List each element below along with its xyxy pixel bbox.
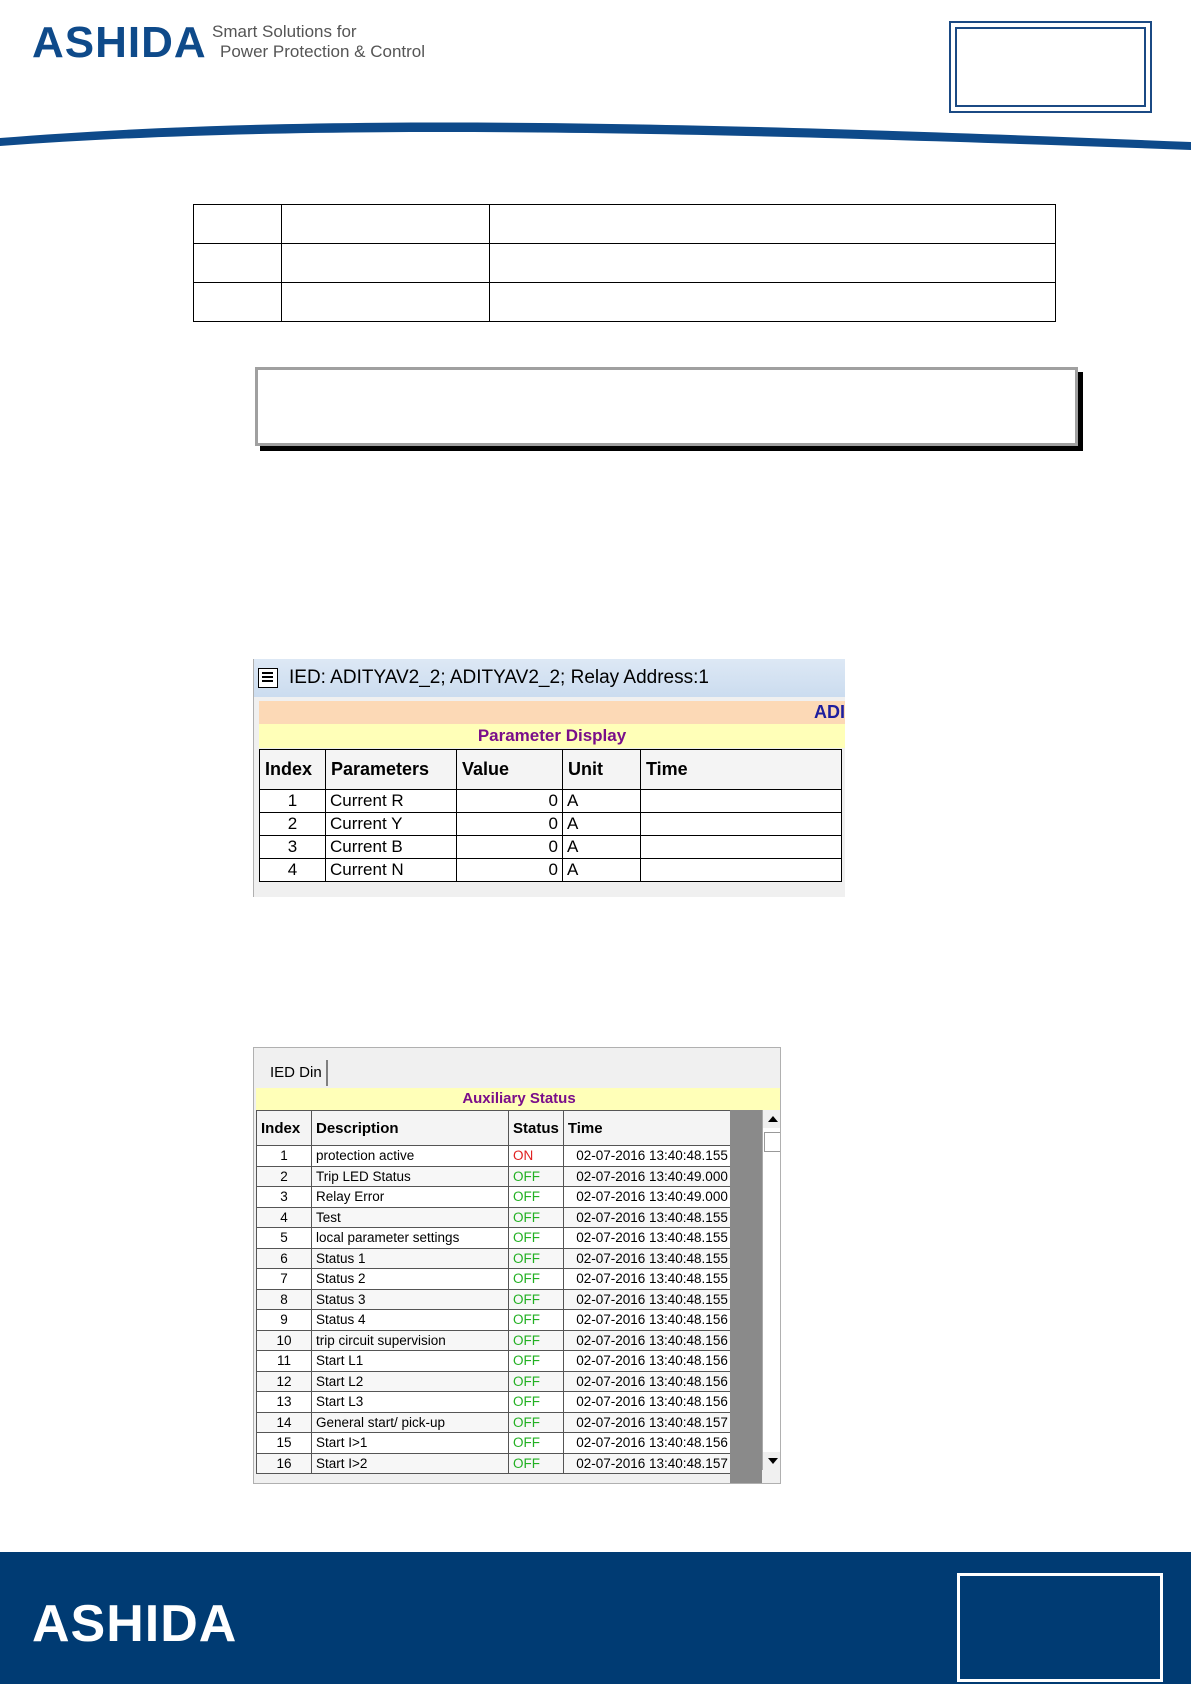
row-index: 4 xyxy=(257,1207,312,1228)
window-title: IED: ADITYAV2_2; ADITYAV2_2; Relay Address:1 xyxy=(289,667,709,688)
ied-banner-text: ADI xyxy=(814,702,845,722)
table-row[interactable]: 3 Current B 0 A xyxy=(260,836,842,859)
ashida-logo: ASHIDA xyxy=(32,18,207,67)
col-time[interactable]: Time xyxy=(563,1111,732,1146)
row-time: 02-07-2016 13:40:48.156 xyxy=(563,1351,732,1372)
row-status: OFF xyxy=(509,1330,564,1351)
grid-empty-area xyxy=(730,1110,762,1484)
col-description[interactable]: Description xyxy=(312,1111,509,1146)
col-time[interactable]: Time xyxy=(641,750,842,790)
table-row[interactable] xyxy=(257,1228,733,1249)
row-time: 02-07-2016 13:40:49.000 xyxy=(563,1166,732,1187)
row-index: 1 xyxy=(257,1146,312,1167)
row-time: 02-07-2016 13:40:48.155 xyxy=(563,1228,732,1249)
row-status: OFF xyxy=(509,1187,564,1208)
row-description: Status 3 xyxy=(312,1289,509,1310)
row-status: OFF xyxy=(509,1371,564,1392)
row-description: Start L2 xyxy=(312,1371,509,1392)
row-status: OFF xyxy=(509,1453,564,1474)
row-index: 16 xyxy=(257,1453,312,1474)
row-time: 02-07-2016 13:40:48.155 xyxy=(563,1207,732,1228)
parameter-display-window xyxy=(253,659,845,897)
row-status: OFF xyxy=(509,1228,564,1249)
row-description: Test xyxy=(312,1207,509,1228)
row-index: 13 xyxy=(257,1392,312,1413)
row-status: OFF xyxy=(509,1310,564,1331)
table-row[interactable] xyxy=(257,1207,733,1228)
row-index: 11 xyxy=(257,1351,312,1372)
table-row[interactable] xyxy=(257,1433,733,1454)
row-description: Start I>2 xyxy=(312,1453,509,1474)
row-time: 02-07-2016 13:40:48.156 xyxy=(563,1371,732,1392)
row-index: 14 xyxy=(257,1412,312,1433)
row-status: OFF xyxy=(509,1412,564,1433)
row-description: protection active xyxy=(312,1146,509,1167)
row-description: Trip LED Status xyxy=(312,1166,509,1187)
row-description: Status 1 xyxy=(312,1248,509,1269)
row-index: 3 xyxy=(257,1187,312,1208)
ied-banner xyxy=(259,701,845,724)
window-app-icon xyxy=(258,668,278,688)
col-index[interactable]: Index xyxy=(257,1111,312,1146)
table-row[interactable]: 1 Current R 0 A xyxy=(260,790,842,813)
table-row[interactable] xyxy=(257,1392,733,1413)
row-status: OFF xyxy=(509,1351,564,1372)
table-row[interactable] xyxy=(257,1269,733,1290)
row-status: OFF xyxy=(509,1166,564,1187)
grid-header-row xyxy=(257,1111,733,1146)
row-index: 10 xyxy=(257,1330,312,1351)
row-status: OFF xyxy=(509,1248,564,1269)
document-number-box xyxy=(949,21,1152,113)
row-time: 02-07-2016 13:40:48.157 xyxy=(563,1453,732,1474)
row-time: 02-07-2016 13:40:49.000 xyxy=(563,1187,732,1208)
row-time: 02-07-2016 13:40:48.155 xyxy=(563,1146,732,1167)
row-status: OFF xyxy=(509,1207,564,1228)
page-number-box xyxy=(957,1573,1163,1682)
row-index: 5 xyxy=(257,1228,312,1249)
arrow-up-icon xyxy=(768,1116,778,1122)
tagline xyxy=(212,22,425,62)
row-description: local parameter settings xyxy=(312,1228,509,1249)
table-row[interactable]: 4 Current N 0 A xyxy=(260,859,842,882)
row-description: Relay Error xyxy=(312,1187,509,1208)
row-time: 02-07-2016 13:40:48.155 xyxy=(563,1289,732,1310)
auxiliary-status-window xyxy=(253,1047,781,1484)
empty-info-table xyxy=(193,204,1056,322)
scrollbar-thumb[interactable] xyxy=(764,1132,781,1152)
tagline-line-2: Power Protection & Control xyxy=(220,42,426,61)
row-description: Start L1 xyxy=(312,1351,509,1372)
row-index: 6 xyxy=(257,1248,312,1269)
row-description: Start L3 xyxy=(312,1392,509,1413)
row-time: 02-07-2016 13:40:48.155 xyxy=(563,1248,732,1269)
col-status[interactable]: Status xyxy=(509,1111,564,1146)
row-description: Start I>1 xyxy=(312,1433,509,1454)
table-row[interactable] xyxy=(257,1453,733,1474)
table-row[interactable] xyxy=(257,1187,733,1208)
table-row[interactable] xyxy=(257,1289,733,1310)
row-description: trip circuit supervision xyxy=(312,1330,509,1351)
arrow-down-icon xyxy=(768,1458,778,1464)
row-status: OFF xyxy=(509,1433,564,1454)
note-box xyxy=(255,367,1078,446)
col-value[interactable]: Value xyxy=(457,750,563,790)
row-description: Status 4 xyxy=(312,1310,509,1331)
row-index: 8 xyxy=(257,1289,312,1310)
parameter-display-header: Parameter Display xyxy=(259,724,845,748)
table-row[interactable] xyxy=(257,1351,733,1372)
grid-header-row xyxy=(260,750,842,790)
row-index: 9 xyxy=(257,1310,312,1331)
row-index: 2 xyxy=(257,1166,312,1187)
row-description: General start/ pick-up xyxy=(312,1412,509,1433)
scroll-up-button[interactable] xyxy=(763,1110,781,1128)
row-time: 02-07-2016 13:40:48.156 xyxy=(563,1310,732,1331)
table-row[interactable] xyxy=(257,1166,733,1187)
row-time: 02-07-2016 13:40:48.156 xyxy=(563,1392,732,1413)
row-time: 02-07-2016 13:40:48.156 xyxy=(563,1433,732,1454)
table-row[interactable] xyxy=(257,1330,733,1351)
row-status: OFF xyxy=(509,1269,564,1290)
col-unit[interactable]: Unit xyxy=(563,750,641,790)
row-index: 12 xyxy=(257,1371,312,1392)
table-row[interactable]: 2 Current Y 0 A xyxy=(260,813,842,836)
row-status: ON xyxy=(509,1146,564,1167)
row-time: 02-07-2016 13:40:48.156 xyxy=(563,1330,732,1351)
tab-ied-din[interactable]: IED Din xyxy=(266,1060,328,1086)
tagline-line-1: Smart Solutions for xyxy=(212,22,357,41)
row-index: 15 xyxy=(257,1433,312,1454)
row-description: Status 2 xyxy=(312,1269,509,1290)
footer-ashida-logo: ASHIDA xyxy=(32,1595,238,1653)
vertical-scrollbar[interactable] xyxy=(762,1110,781,1470)
row-index: 7 xyxy=(257,1269,312,1290)
parameter-grid xyxy=(259,749,842,882)
table-row[interactable] xyxy=(257,1146,733,1167)
table-row[interactable] xyxy=(257,1371,733,1392)
table-row[interactable] xyxy=(257,1248,733,1269)
row-status: OFF xyxy=(509,1392,564,1413)
table-row[interactable] xyxy=(257,1412,733,1433)
col-parameters[interactable]: Parameters xyxy=(326,750,457,790)
window-title-bar[interactable] xyxy=(254,659,845,697)
col-index[interactable]: Index xyxy=(260,750,326,790)
row-time: 02-07-2016 13:40:48.157 xyxy=(563,1412,732,1433)
scroll-down-button[interactable] xyxy=(763,1452,781,1470)
footer xyxy=(0,1552,1191,1684)
auxiliary-status-header: Auxiliary Status xyxy=(256,1088,781,1110)
auxiliary-status-grid xyxy=(256,1110,733,1474)
row-time: 02-07-2016 13:40:48.155 xyxy=(563,1269,732,1290)
table-row[interactable] xyxy=(257,1310,733,1331)
header-swoosh xyxy=(0,116,1191,156)
row-status: OFF xyxy=(509,1289,564,1310)
